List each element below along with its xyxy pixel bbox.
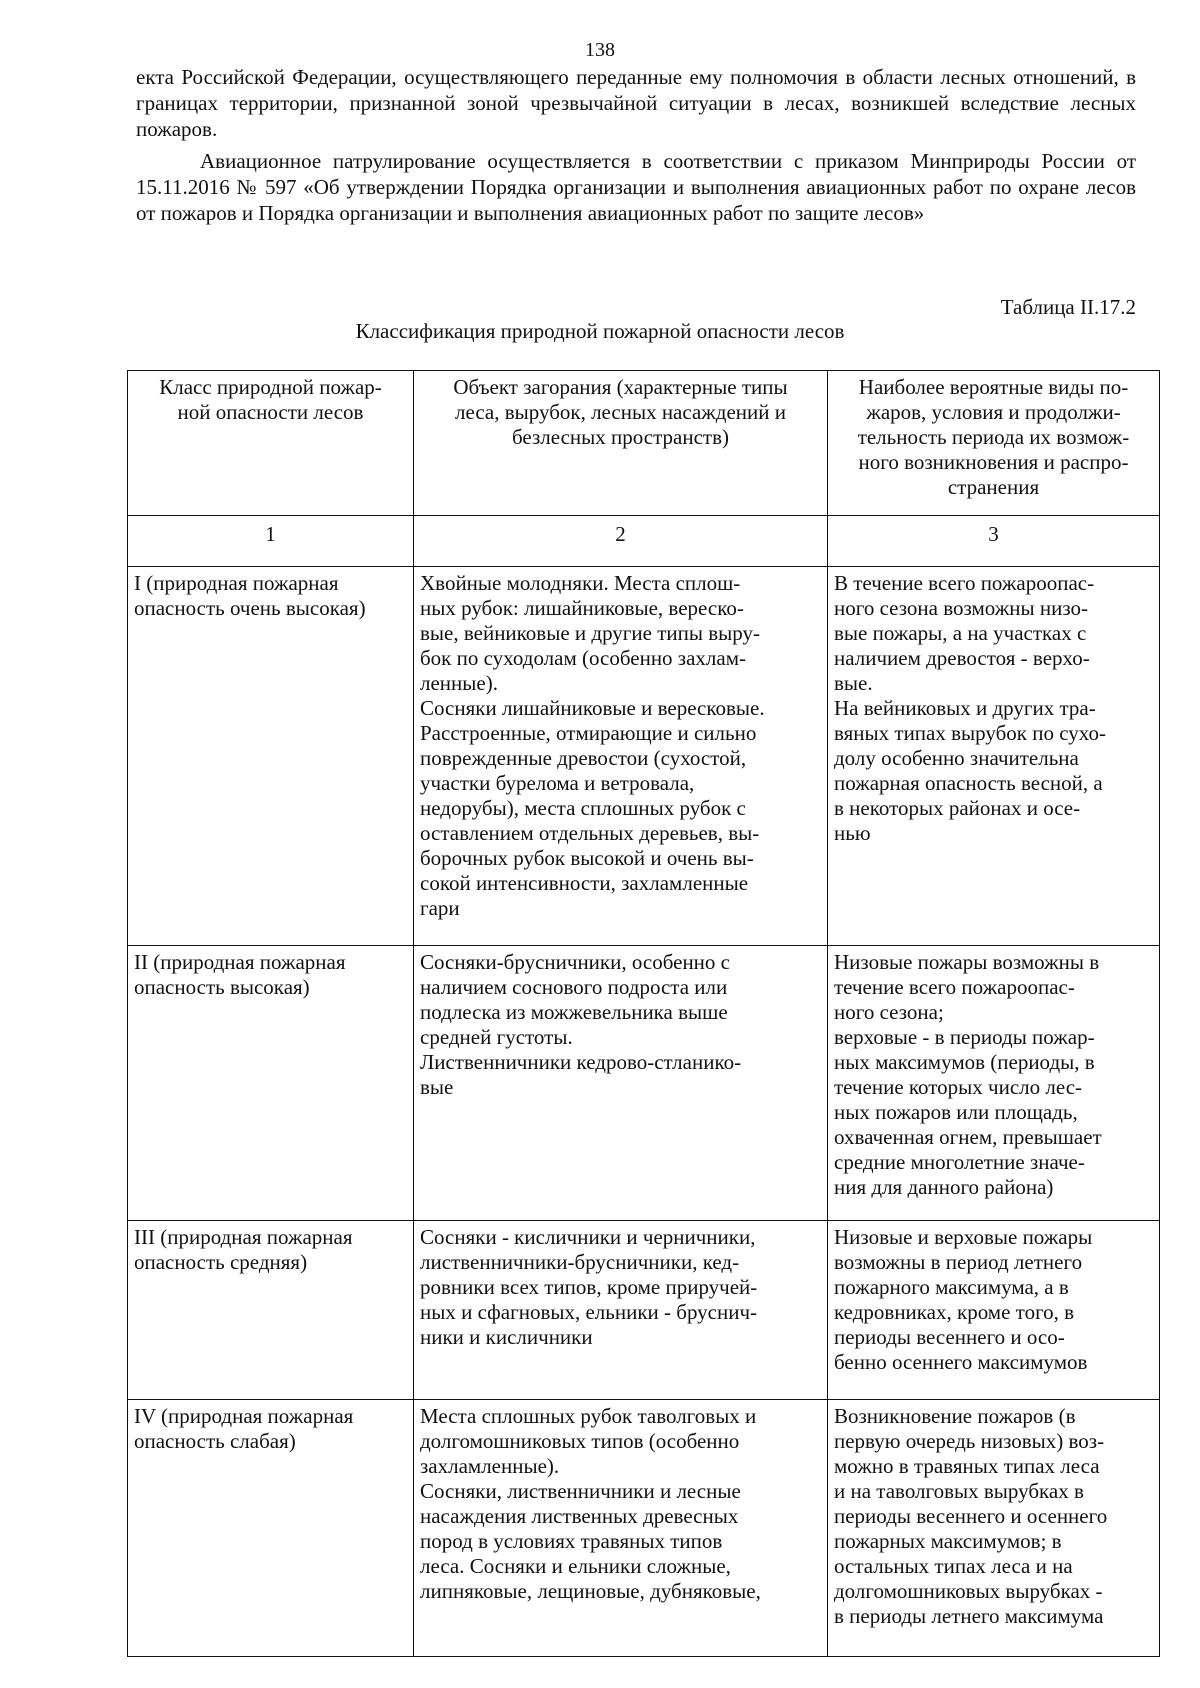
row-conditions-cell: Низовые и верховые пожары возможны в период летнего пожарного максимума, а в кедровниках, кроме того, в периоды весеннего и осо- бенно осеннего максимумов <box>828 1221 1160 1400</box>
header-cell-object: Объект загорания (характерные типы леса, вырубок, лесных насаждений и безлесных пространств) <box>414 371 828 516</box>
intro-paragraph-1: екта Российской Федерации, осуществляющего переданные ему полномочия в области лесных отношений, в границах территории, признанной зоной чрезвычайной ситуации в лесах, возникшей вследствие лесных пожаров. <box>136 65 1136 141</box>
intro-paragraph-2: Авиационное патрулирование осуществляется в соответствии с приказом Минприроды России от 15.11.2016 № 597 «Об утверждении Порядка организации и выполнения авиационных работ по охране лесов от пожаров и Порядка организации и выполнения авиационных работ по защите лесов» <box>136 149 1136 225</box>
row-object-cell: Хвойные молодняки. Места сплош- ных рубок: лишайниковые, вереско- вые, вейниковые и другие типы выру- бок по суходолам (особенно захлам- ленные). Сосняки лишайниковые и вересковые. Расстроенные, отмирающие и сильно поврежденные древостои (сухостой, участки бурелома и ветровала, недорубы), места сплошных рубок с оставлением отдельных деревьев, вы- борочных рубок высокой и очень вы- сокой интенсивности, захламленные гари <box>414 567 828 946</box>
table-label: Таблица II.17.2 <box>1000 295 1136 319</box>
row-conditions-cell: В течение всего пожароопас- ного сезона возможны низо- вые пожары, а на участках с наличием древостоя - верхо- вые. На вейниковых и других тра- вяных типах вырубок по сухо- долу особенно значительна пожарная опасность весной, а в некоторых районах и осе- нью <box>828 567 1160 946</box>
column-number-3: 3 <box>828 516 1160 567</box>
page-number: 138 <box>585 39 615 61</box>
row-object-cell: Места сплошных рубок таволговых и долгомошниковых типов (особенно захламленные). Сосняки, лиственничники и лесные насаждения лиственных древесных пород в условиях травяных типов леса. Сосняки и ельники сложные, липняковые, лещиновые, дубняковые, <box>414 1400 828 1657</box>
row-conditions-cell: Возникновение пожаров (в первую очередь низовых) воз- можно в травяных типах леса и на таволговых вырубках в периоды весеннего и осеннего пожарных максимумов; в остальных типах леса и на долгомошниковых вырубках - в периоды летнего максимума <box>828 1400 1160 1657</box>
row-object-cell: Сосняки - кисличники и черничники, лиственничники-брусничники, кед- ровники всех типов, кроме приручей- ных и сфагновых, ельники - бруснич- ники и кисличники <box>414 1221 828 1400</box>
table-row <box>128 946 1160 1221</box>
row-object-cell: Сосняки-брусничники, особенно с наличием соснового подроста или подлеска из можжевельника выше средней густоты. Лиственничники кедрово-стланико- вые <box>414 946 828 1221</box>
table-row <box>128 1221 1160 1400</box>
header-cell-conditions: Наиболее вероятные виды по- жаров, условия и продолжи- тельность периода их возмож- ного возникновения и распро- странения <box>828 371 1160 516</box>
header-cell-class: Класс природной пожар- ной опасности лесов <box>128 371 414 516</box>
column-number-2: 2 <box>414 516 828 567</box>
table-title: Классификация природной пожарной опасности лесов <box>355 319 845 343</box>
table-row <box>128 567 1160 946</box>
row-class-cell: II (природная пожарная опасность высокая) <box>128 946 414 1221</box>
intro-paragraph-2-block <box>136 148 1136 226</box>
table-row <box>128 1400 1160 1657</box>
column-number-row <box>128 516 1160 567</box>
row-class-cell: I (природная пожарная опасность очень высокая) <box>128 567 414 946</box>
row-class-cell: IV (природная пожарная опасность слабая) <box>128 1400 414 1657</box>
column-number-1: 1 <box>128 516 414 567</box>
table-header-row <box>128 371 1160 516</box>
intro-paragraph-1-block <box>136 64 1136 142</box>
row-class-cell: III (природная пожарная опасность средняя) <box>128 1221 414 1400</box>
row-conditions-cell: Низовые пожары возможны в течение всего пожароопас- ного сезона; верховые - в периоды пожар- ных максимумов (периоды, в течение которых число лес- ных пожаров или площадь, охваченная огнем, превышает средние многолетние значе- ния для данного района) <box>828 946 1160 1221</box>
classification-table <box>127 370 1160 1657</box>
